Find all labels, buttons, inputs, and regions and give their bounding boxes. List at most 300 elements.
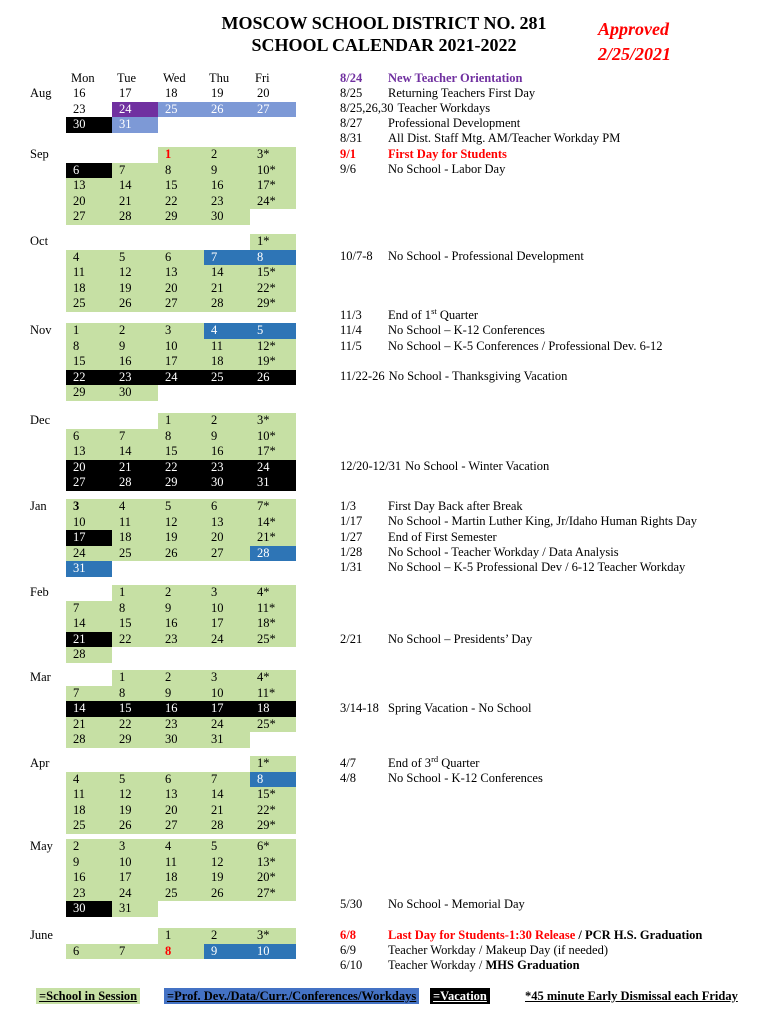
event-date: 8/25 xyxy=(340,86,363,100)
day-cell: 28 xyxy=(204,296,250,312)
day-cell: 22* xyxy=(250,281,296,297)
month-grid xyxy=(66,147,296,225)
day-cell: 7 xyxy=(112,429,158,445)
event-date: 6/10 xyxy=(340,958,363,972)
event-date: 6/8 xyxy=(340,928,356,942)
event-text-segment: Professional Development xyxy=(388,116,521,130)
day-cell: 24 xyxy=(112,886,158,902)
day-cell: 8 xyxy=(250,250,296,266)
day-cell: 18 xyxy=(165,86,178,100)
empty-cell xyxy=(250,901,296,917)
event-text xyxy=(405,459,549,474)
event-row xyxy=(340,305,764,323)
day-cell: 14 xyxy=(66,616,112,632)
event-text-segment: All Dist. Staff Mtg. AM/Teacher Workday PM xyxy=(388,131,621,145)
week-row xyxy=(66,632,296,648)
week-row xyxy=(66,870,296,886)
empty-cell xyxy=(112,147,158,163)
day-cell: 20 xyxy=(158,281,204,297)
day-cell: 1* xyxy=(250,756,296,772)
month-label: Jan xyxy=(30,499,47,513)
event-text-segment: No School – K-12 Conferences xyxy=(388,323,545,337)
day-cell: 13 xyxy=(66,444,112,460)
month-grid xyxy=(66,499,296,577)
empty-cell xyxy=(158,901,204,917)
month-feb xyxy=(30,585,296,663)
event-text xyxy=(388,560,685,575)
day-cell: 6 xyxy=(66,429,112,445)
day-cell: 2 xyxy=(204,147,250,163)
month-label: Mar xyxy=(30,670,51,684)
day-cell: 20 xyxy=(66,194,112,210)
day-cell: 13 xyxy=(158,265,204,281)
week-row xyxy=(66,460,296,476)
event-row xyxy=(340,499,764,514)
week-row xyxy=(66,818,296,834)
event-text-segment: rd xyxy=(431,753,439,764)
day-cell: 24 xyxy=(204,717,250,733)
day-cell: 23 xyxy=(204,460,250,476)
day-cell: 21 xyxy=(204,281,250,297)
event-text-segment: No School - Thanksgiving Vacation xyxy=(388,369,568,383)
event-text-segment: No School - Winter Vacation xyxy=(405,459,550,473)
empty-cell xyxy=(204,234,250,250)
day-header-thu: Thu xyxy=(209,71,230,85)
day-cell: 7* xyxy=(250,499,296,515)
week-row xyxy=(66,732,296,748)
week-row xyxy=(66,701,296,717)
day-cell: 17 xyxy=(119,86,132,100)
day-cell: 31 xyxy=(112,901,158,917)
day-cell: 24 xyxy=(250,460,296,476)
event-date: 2/21 xyxy=(340,632,363,646)
event-row xyxy=(340,928,764,943)
week-row xyxy=(66,839,296,855)
week-row xyxy=(66,787,296,803)
day-cell: 9 xyxy=(158,686,204,702)
event-text-segment: First Day for Students xyxy=(388,147,507,161)
day-cell: 5 xyxy=(112,250,158,266)
day-cell: 14 xyxy=(204,265,250,281)
day-cell: 14 xyxy=(204,787,250,803)
event-date: 8/25,26,30 xyxy=(340,101,394,115)
event-row xyxy=(340,86,764,101)
event-row xyxy=(340,147,764,162)
empty-cell xyxy=(158,234,204,250)
empty-cell xyxy=(204,756,250,772)
month-label: Aug xyxy=(30,86,52,100)
week-row xyxy=(66,855,296,871)
day-cell: 11 xyxy=(204,339,250,355)
day-cell: 24 xyxy=(204,632,250,648)
day-cell: 26 xyxy=(112,818,158,834)
empty-cell xyxy=(112,928,158,944)
day-cell: 15 xyxy=(158,178,204,194)
week-row xyxy=(66,265,296,281)
event-text-segment: End of First Semester xyxy=(388,530,497,544)
month-grid xyxy=(66,839,296,917)
day-cell: 18 xyxy=(204,354,250,370)
empty-cell xyxy=(204,385,250,401)
event-text-segment: PCR H.S. Graduation xyxy=(585,928,703,942)
day-cell: 20 xyxy=(257,86,270,100)
day-cell: 5 xyxy=(250,323,296,339)
day-cell: 15 xyxy=(158,444,204,460)
month-oct xyxy=(30,234,296,312)
day-cell: 2 xyxy=(66,839,112,855)
day-cell: 20 xyxy=(204,530,250,546)
event-text xyxy=(388,71,522,86)
month-label: Apr xyxy=(30,756,50,770)
day-cell: 2 xyxy=(158,670,204,686)
approval-note-line1: Approved xyxy=(598,19,669,39)
week-row xyxy=(66,429,296,445)
empty-cell xyxy=(250,117,296,133)
day-cell: 24 xyxy=(66,546,112,562)
day-cell: 17 xyxy=(112,870,158,886)
day-cell: 1 xyxy=(112,670,158,686)
day-cell: 10* xyxy=(250,429,296,445)
event-text xyxy=(388,162,505,177)
day-cell: 17 xyxy=(158,354,204,370)
week-row xyxy=(66,475,296,491)
empty-cell xyxy=(158,756,204,772)
month-dec xyxy=(30,413,296,491)
event-text-segment: st xyxy=(431,305,437,316)
empty-cell xyxy=(204,901,250,917)
legend-vacation: =Vacation xyxy=(430,988,490,1004)
event-text-segment: Last Day for Students-1:30 Release xyxy=(388,928,576,942)
day-cell: 16 xyxy=(73,86,86,100)
empty-cell xyxy=(66,585,112,601)
week-row xyxy=(66,561,296,577)
day-cell: 18 xyxy=(250,701,296,717)
day-cell: 5 xyxy=(112,772,158,788)
month-apr xyxy=(30,756,296,834)
event-date: 12/20-12/31 xyxy=(340,459,402,473)
week-row xyxy=(66,281,296,297)
event-text-segment: No School - Labor Day xyxy=(388,162,506,176)
day-cell: 15 xyxy=(112,701,158,717)
day-cell: 26 xyxy=(204,102,250,118)
event-row xyxy=(340,116,764,131)
day-cell: 1 xyxy=(158,928,204,944)
day-cell: 10 xyxy=(112,855,158,871)
event-text-segment: No School - Teacher Workday / Data Analysis xyxy=(388,545,619,559)
month-sep xyxy=(30,147,296,225)
event-row xyxy=(340,771,764,786)
day-cell: 29 xyxy=(112,732,158,748)
week-row xyxy=(66,296,296,312)
day-header-fri: Fri xyxy=(255,71,270,85)
event-text xyxy=(388,753,480,771)
day-cell: 2 xyxy=(112,323,158,339)
day-cell: 19 xyxy=(112,803,158,819)
day-cell: 20* xyxy=(250,870,296,886)
day-cell: 31 xyxy=(204,732,250,748)
day-cell: 18 xyxy=(66,281,112,297)
day-cell: 25 xyxy=(158,102,204,118)
day-cell: 6 xyxy=(66,163,112,179)
day-cell: 10 xyxy=(204,601,250,617)
week-row xyxy=(66,163,296,179)
day-cell: 21 xyxy=(66,717,112,733)
day-cell: 14 xyxy=(112,178,158,194)
day-cell: 23 xyxy=(204,194,250,210)
approval-note xyxy=(598,17,671,67)
event-text xyxy=(388,131,620,146)
day-cell: 19 xyxy=(211,86,224,100)
day-cell: 1 xyxy=(158,413,204,429)
month-aug xyxy=(30,86,296,133)
week-row xyxy=(66,117,296,133)
day-cell: 5 xyxy=(204,839,250,855)
day-cell: 11 xyxy=(66,265,112,281)
day-cell: 7 xyxy=(112,163,158,179)
month-grid xyxy=(66,234,296,312)
week-row xyxy=(66,756,296,772)
day-cell: 18* xyxy=(250,616,296,632)
event-text xyxy=(388,514,697,529)
empty-cell xyxy=(66,670,112,686)
day-cell: 23 xyxy=(73,101,86,116)
day-cell: 22 xyxy=(158,194,204,210)
day-cell: 16 xyxy=(204,444,250,460)
day-cell: 23 xyxy=(112,370,158,386)
month-grid xyxy=(66,413,296,491)
day-cell: 26 xyxy=(204,886,250,902)
event-text xyxy=(397,101,490,116)
day-cell: 6 xyxy=(158,250,204,266)
day-cell: 13* xyxy=(250,855,296,871)
day-cell: 12 xyxy=(158,515,204,531)
day-cell: 4 xyxy=(66,772,112,788)
day-cell: 10 xyxy=(250,944,296,960)
event-row xyxy=(340,701,764,716)
month-grid xyxy=(66,928,296,959)
week-row xyxy=(66,772,296,788)
day-cell: 22* xyxy=(250,803,296,819)
day-cell: 16 xyxy=(158,616,204,632)
day-cell: 9 xyxy=(66,855,112,871)
empty-cell xyxy=(66,413,112,429)
day-cell: 25 xyxy=(112,546,158,562)
day-cell: 7 xyxy=(112,944,158,960)
event-date: 8/24 xyxy=(340,71,363,85)
day-cell: 2 xyxy=(158,585,204,601)
day-cell: 23 xyxy=(158,632,204,648)
day-cell: 4 xyxy=(112,499,158,515)
empty-cell xyxy=(66,147,112,163)
event-date: 9/6 xyxy=(340,162,356,176)
week-row xyxy=(66,585,296,601)
empty-cell xyxy=(250,561,296,577)
week-row xyxy=(66,178,296,194)
event-date: 11/4 xyxy=(340,323,362,337)
event-date: 1/17 xyxy=(340,514,363,528)
day-cell: 9 xyxy=(204,944,250,960)
day-cell: 3* xyxy=(250,147,296,163)
day-cell: 22 xyxy=(112,717,158,733)
day-cell: 16 xyxy=(66,870,112,886)
event-row xyxy=(340,459,764,474)
day-cell: 11 xyxy=(158,855,204,871)
day-cell: 2 xyxy=(204,413,250,429)
event-text xyxy=(388,545,619,560)
day-cell: 8 xyxy=(112,601,158,617)
event-row xyxy=(340,958,764,973)
month-label: Dec xyxy=(30,413,51,427)
day-cell: 21 xyxy=(66,632,112,648)
day-cell: 25* xyxy=(250,717,296,733)
week-row xyxy=(66,323,296,339)
day-cell: 11 xyxy=(112,515,158,531)
day-cell: 26 xyxy=(158,546,204,562)
day-cell: 3 xyxy=(204,585,250,601)
empty-cell xyxy=(112,756,158,772)
event-date: 1/28 xyxy=(340,545,363,559)
day-cell: 4 xyxy=(66,250,112,266)
event-row xyxy=(340,101,764,116)
week-row xyxy=(66,928,296,944)
day-cell: 5 xyxy=(158,499,204,515)
event-text-segment: Teacher Workdays xyxy=(397,101,491,115)
day-cell: 9 xyxy=(204,163,250,179)
day-cell: 25 xyxy=(158,886,204,902)
week-row xyxy=(66,194,296,210)
day-cell: 24 xyxy=(158,370,204,386)
day-cell: 27 xyxy=(66,209,112,225)
event-text xyxy=(388,147,507,162)
week-row xyxy=(66,385,296,401)
day-cell: 9 xyxy=(204,429,250,445)
day-cell: 19 xyxy=(112,281,158,297)
day-headers xyxy=(66,71,296,86)
month-label: Feb xyxy=(30,585,49,599)
week-row xyxy=(66,530,296,546)
day-cell: 29* xyxy=(250,818,296,834)
day-cell: 16 xyxy=(204,178,250,194)
event-text xyxy=(388,249,584,264)
day-cell: 28 xyxy=(66,732,112,748)
day-cell: 30 xyxy=(66,901,112,917)
week-row xyxy=(66,444,296,460)
day-cell: 28 xyxy=(204,818,250,834)
week-row xyxy=(66,339,296,355)
event-text-segment: Spring Vacation - No School xyxy=(388,701,532,715)
event-row xyxy=(340,339,764,354)
month-june xyxy=(30,928,296,959)
day-cell: 17* xyxy=(250,178,296,194)
day-cell: 24 xyxy=(112,102,158,118)
event-text-segment: No School - K-12 Conferences xyxy=(388,771,543,785)
day-cell: 8 xyxy=(112,686,158,702)
day-cell: 31 xyxy=(112,117,158,133)
event-row xyxy=(340,943,764,958)
day-cell: 27 xyxy=(250,102,296,118)
day-cell: 26 xyxy=(112,296,158,312)
event-text xyxy=(388,943,608,958)
empty-cell xyxy=(158,647,204,663)
event-text-segment: End of 3 xyxy=(388,756,432,770)
day-cell: 19 xyxy=(158,530,204,546)
day-cell: 29 xyxy=(158,209,204,225)
day-cell: 26 xyxy=(250,370,296,386)
week-row xyxy=(66,515,296,531)
day-cell: 12 xyxy=(112,787,158,803)
approval-note-line2: 2/25/2021 xyxy=(598,44,672,64)
week-row xyxy=(66,413,296,429)
day-cell: 31 xyxy=(66,561,112,577)
day-cell: 25 xyxy=(204,370,250,386)
day-cell: 30 xyxy=(112,385,158,401)
month-may xyxy=(30,839,296,917)
event-row xyxy=(340,560,764,575)
event-date: 5/30 xyxy=(340,897,363,911)
day-cell: 28 xyxy=(112,475,158,491)
day-cell: 8 xyxy=(158,429,204,445)
day-cell: 15 xyxy=(112,616,158,632)
day-cell: 20 xyxy=(66,460,112,476)
day-cell: 19* xyxy=(250,354,296,370)
day-cell: 23 xyxy=(158,717,204,733)
week-row xyxy=(66,886,296,902)
day-cell: 2 xyxy=(204,928,250,944)
event-text-segment: MHS Graduation xyxy=(485,958,580,972)
event-text xyxy=(388,116,520,131)
week-row xyxy=(66,944,296,960)
event-row xyxy=(340,897,764,912)
day-cell: 28 xyxy=(112,209,158,225)
event-text-segment: End of 1 xyxy=(388,308,432,322)
week-row xyxy=(66,717,296,733)
day-cell: 28 xyxy=(66,647,112,663)
event-row xyxy=(340,530,764,545)
day-cell: 11 xyxy=(66,787,112,803)
day-cell: 13 xyxy=(158,787,204,803)
empty-cell xyxy=(204,117,250,133)
day-cell: 27* xyxy=(250,886,296,902)
event-date: 1/31 xyxy=(340,560,363,574)
empty-cell xyxy=(66,234,112,250)
empty-cell xyxy=(250,732,296,748)
day-cell: 8 xyxy=(158,163,204,179)
week-row xyxy=(66,209,296,225)
month-grid xyxy=(66,323,296,401)
event-text xyxy=(388,305,479,323)
day-cell: 8 xyxy=(158,944,204,960)
empty-cell xyxy=(158,385,204,401)
week-row xyxy=(66,499,296,515)
day-cell: 17* xyxy=(250,444,296,460)
event-text xyxy=(388,499,523,514)
week-row xyxy=(66,147,296,163)
day-cell: 3 xyxy=(204,670,250,686)
day-cell: 3* xyxy=(250,413,296,429)
day-cell: 30 xyxy=(204,475,250,491)
event-text xyxy=(388,339,662,354)
day-cell: 8 xyxy=(250,772,296,788)
empty-cell xyxy=(66,756,112,772)
event-date: 4/7 xyxy=(340,756,356,770)
day-cell: 30 xyxy=(204,209,250,225)
page-title-line2: SCHOOL CALENDAR 2021-2022 xyxy=(251,35,517,55)
event-text-segment: No School – K-5 Professional Dev / 6-12 Teacher Workday xyxy=(388,560,686,574)
event-text-segment: Quarter xyxy=(438,756,480,770)
day-cell: 13 xyxy=(66,178,112,194)
day-cell: 4 xyxy=(158,839,204,855)
day-cell: 17 xyxy=(204,701,250,717)
